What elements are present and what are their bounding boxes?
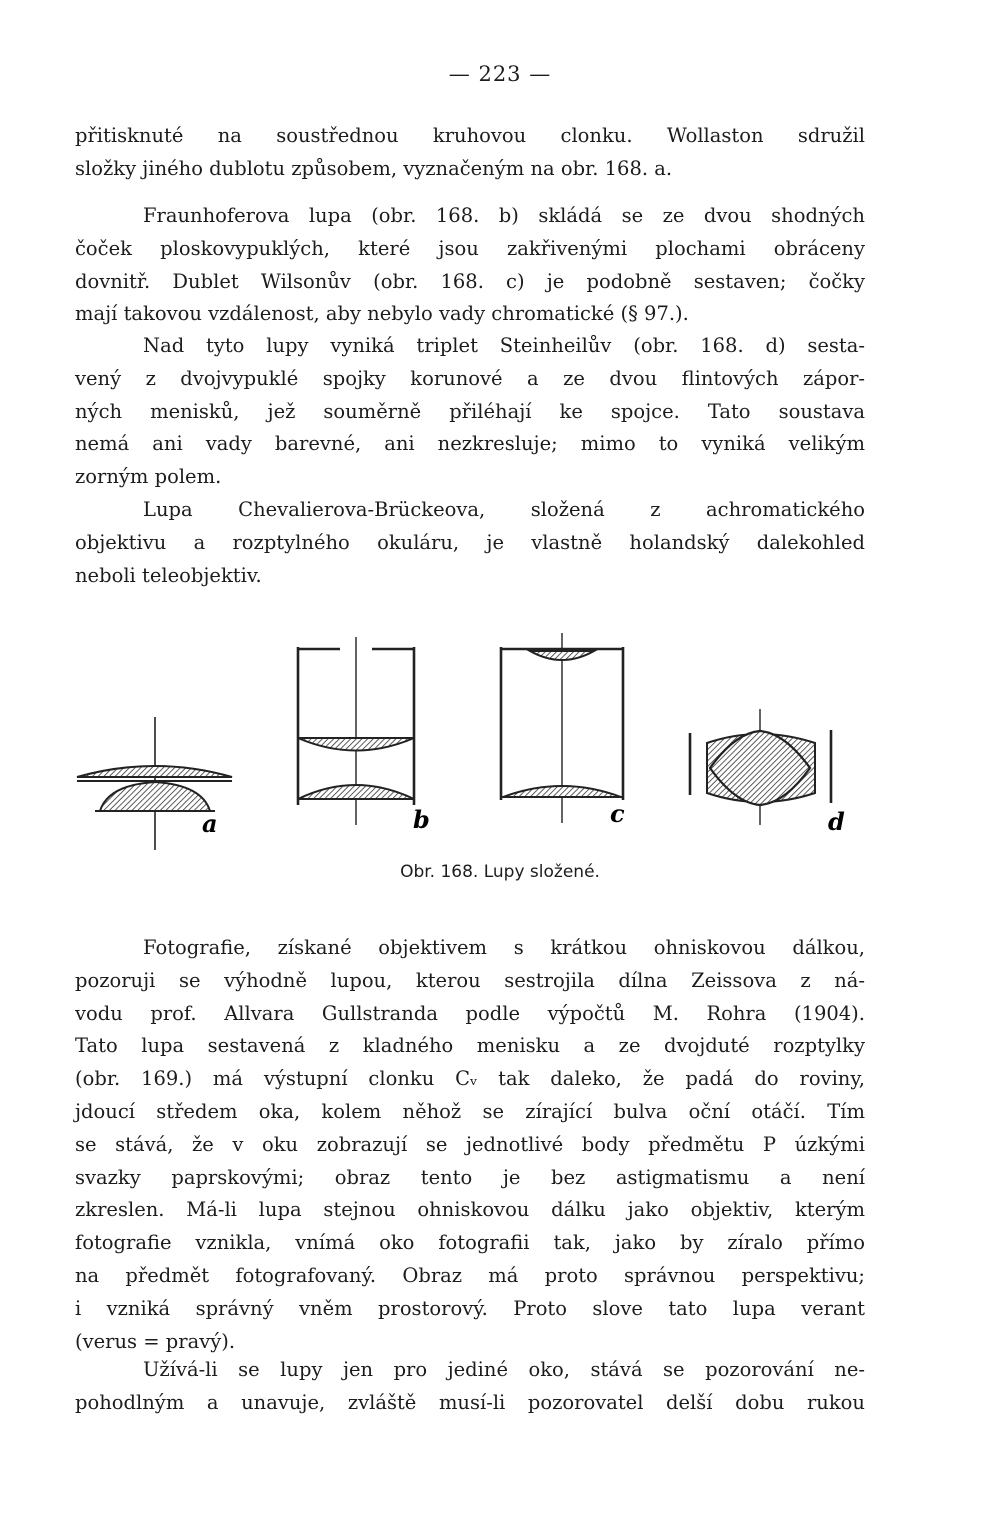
figure-caption: Obr. 168. Lupy složené.	[400, 862, 600, 882]
text-line: pohodlným a unavuje, zvláště musí-li pozorovatel delší dobu rukou	[75, 1390, 865, 1414]
text-line: vený z dvojvypuklé spojky korunové a ze dvou flintových zápor-	[75, 366, 865, 390]
text-line: složky jiného dublotu způsobem, vyznačeným na obr. 168. a.	[75, 156, 673, 180]
lens-element	[503, 786, 621, 797]
lens-element	[298, 785, 414, 799]
text-line: Fotografie, získané objektivem s krátkou ohniskovou dálkou,	[143, 936, 865, 959]
text-line: fotografie vznikla, vnímá oko fotografii tak, jako by zíralo přímo	[75, 1231, 865, 1255]
text-line: ných menisků, jež souměrně přiléhají ke spojce. Tato soustava	[75, 399, 865, 423]
text-line: zkreslen. Má-li lupa stejnou ohniskovou dálku jako objektiv, kterým	[75, 1198, 865, 1222]
text-line: přitisknuté na soustřednou kruhovou clonku. Wollaston sdružil	[75, 124, 865, 147]
figure-label: a	[202, 809, 218, 838]
text-line: svazky paprskovými; obraz tento je bez astigmatismu a není	[75, 1165, 865, 1189]
figure-label: c	[610, 799, 625, 828]
text-line: Nad tyto lupy vyniká triplet Steinheilův (obr. 168. d) sesta-	[143, 334, 865, 357]
lens-element	[100, 782, 210, 811]
page-number: — 223 —	[448, 62, 552, 86]
lens-figure	[0, 625, 1000, 860]
figure-a	[77, 717, 232, 850]
text-line: pozoruji se výhodně lupou, kterou sestrojila dílna Zeissova z ná-	[75, 968, 865, 992]
text-line: Užívá-li se lupy jen pro jediné oko, stává se pozorování ne-	[143, 1358, 865, 1381]
figure-d	[690, 709, 845, 836]
text-line: mají takovou vzdálenost, aby nebylo vady chromatické (§ 97.).	[75, 302, 689, 326]
text-line: nemá ani vady barevné, ani nezkresluje; mimo to vyniká velikým	[75, 432, 865, 456]
paragraph-1	[75, 120, 865, 186]
paragraph-6	[75, 1354, 865, 1420]
figure-b	[298, 637, 430, 834]
text-line: vodu prof. Allvara Gullstranda podle výpočtů M. Rohra (1904).	[75, 1001, 865, 1025]
text-line: jdoucí středem oka, kolem něhož se zírající bulva oční otáčí. Tím	[75, 1099, 865, 1123]
paragraph-2	[75, 200, 865, 331]
lens-element	[530, 651, 594, 660]
paragraph-4	[75, 494, 865, 592]
paragraph-5	[75, 932, 865, 1358]
figure-c	[501, 633, 625, 828]
text-line: (obr. 169.) má výstupní clonku Cᵥ tak daleko, že padá do roviny,	[75, 1067, 865, 1091]
lens-element	[77, 766, 232, 777]
text-line: Lupa Chevalierova-Brückeova, složená z achromatického	[143, 498, 865, 521]
lens-element	[298, 738, 414, 751]
text-line: zorným polem.	[75, 465, 222, 489]
text-line: čoček ploskovypuklých, které jsou zakřivenými plochami obráceny	[75, 236, 865, 260]
text-line: dovnitř. Dublet Wilsonův (obr. 168. c) je podobně sestaven; čočky	[75, 269, 865, 293]
text-line: objektivu a rozptylného okuláru, je vlastně holandský dalekohled	[75, 530, 865, 554]
figure-label: b	[413, 805, 430, 834]
text-line: se stává, že v oku zobrazují se jednotlivé body předmětu P úzkými	[75, 1132, 865, 1156]
text-line: Tato lupa sestavená z kladného menisku a ze dvojduté rozptylky	[75, 1034, 865, 1058]
text-line: na předmět fotografovaný. Obraz má proto správnou perspektivu;	[75, 1263, 865, 1287]
text-line: Fraunhoferova lupa (obr. 168. b) skládá se ze dvou shodných	[143, 204, 865, 227]
paragraph-3	[75, 330, 865, 494]
figure-label: d	[828, 807, 845, 836]
text-line: neboli teleobjektiv.	[75, 563, 262, 587]
text-line: (verus = pravý).	[75, 1329, 236, 1353]
text-line: i vzniká správný vněm prostorový. Proto slove tato lupa verant	[75, 1296, 865, 1320]
